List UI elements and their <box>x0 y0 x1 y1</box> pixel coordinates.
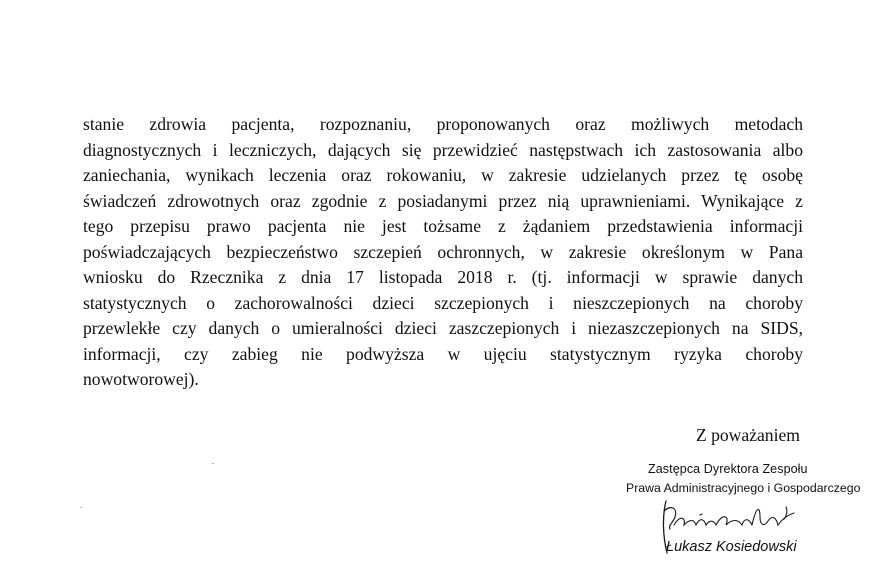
body-line: tego przepisu prawo pacjenta nie jest tożsame z żądaniem przedstawienia informacji <box>83 216 803 236</box>
closing-salutation: Z poważaniem <box>695 425 800 445</box>
stamp-title: Zastępca Dyrektora Zespołu <box>648 462 808 476</box>
body-line: wniosku do Rzecznika z dnia 17 listopada 2018 r. (tj. informacji w sprawie danych <box>83 267 803 287</box>
body-line: stanie zdrowia pacjenta, rozpoznaniu, proponowanych oraz możliwych metodach <box>83 114 803 134</box>
body-line: nowotworowej). <box>83 369 199 389</box>
letter-body <box>83 112 803 393</box>
body-line: przewlekłe czy danych o umieralności dzieci zaszczepionych i niezaszczepionych na SIDS, <box>83 318 803 338</box>
scan-speck <box>212 463 214 464</box>
body-line: statystycznych o zachorowalności dzieci szczepionych i nieszczepionych na choroby <box>83 292 803 313</box>
body-line: zaniechania, wynikach leczenia oraz rokowaniu, w zakresie udzielanych przez tę osobę <box>83 165 803 185</box>
body-line: informacji, czy zabieg nie podwyższa w ujęciu statystycznym ryzyka choroby <box>83 343 803 364</box>
body-line: świadczeń zdrowotnych oraz zgodnie z posiadanymi przez nią uprawnieniami. Wynikające z <box>83 190 803 211</box>
stamp-subtitle: Prawa Administracyjnego i Gospodarczego <box>626 481 861 495</box>
body-line: diagnostycznych i leczniczych, dających się przewidzieć następstwach ich zastosowania albo <box>83 139 803 160</box>
body-line: poświadczających bezpieczeństwo szczepień ochronnych, w zakresie określonym w Pana <box>83 241 803 262</box>
signer-name: Łukasz Kosiedowski <box>666 539 797 555</box>
scan-speck <box>80 507 82 508</box>
